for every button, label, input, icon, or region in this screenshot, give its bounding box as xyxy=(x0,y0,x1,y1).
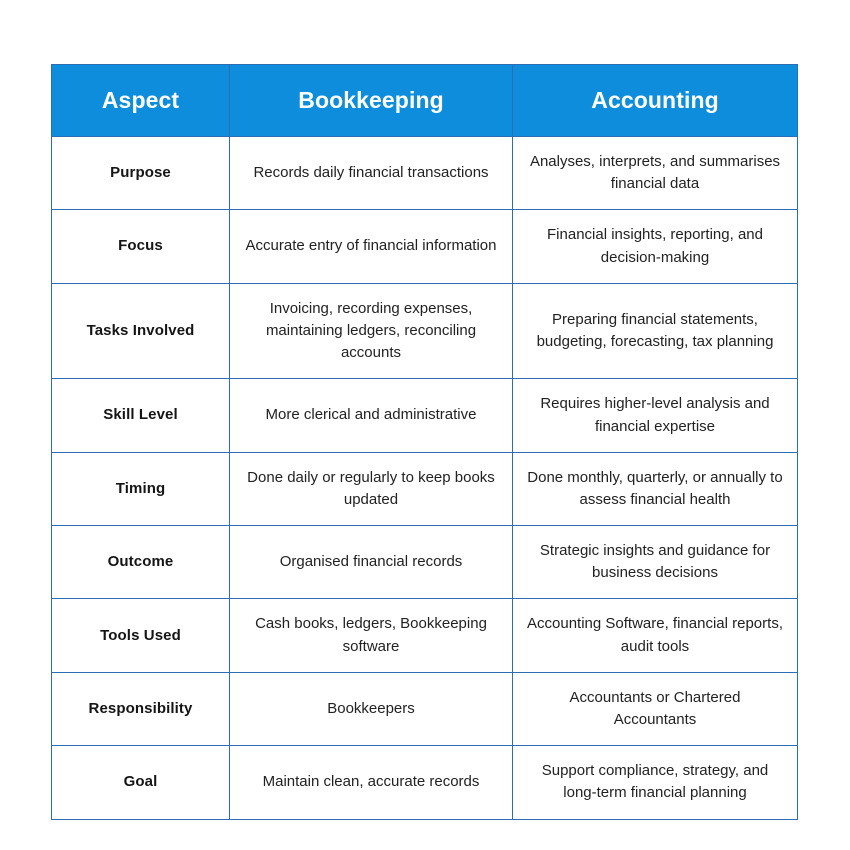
cell-accounting-skill-level: Requires higher-level analysis and financial expertise xyxy=(513,379,798,452)
cell-bookkeeping-outcome: Organised financial records xyxy=(230,526,513,599)
cell-bookkeeping-focus: Accurate entry of financial information xyxy=(230,210,513,283)
cell-aspect-purpose: Purpose xyxy=(52,137,230,210)
table-row xyxy=(52,137,798,210)
cell-accounting-focus: Financial insights, reporting, and decision-making xyxy=(513,210,798,283)
table-row xyxy=(52,452,798,525)
table-row xyxy=(52,379,798,452)
cell-aspect-responsibility: Responsibility xyxy=(52,672,230,745)
table-row xyxy=(52,526,798,599)
cell-aspect-goal: Goal xyxy=(52,746,230,819)
table-row xyxy=(52,599,798,672)
cell-aspect-skill-level: Skill Level xyxy=(52,379,230,452)
cell-aspect-timing: Timing xyxy=(52,452,230,525)
table-body xyxy=(52,137,798,820)
table-header xyxy=(52,65,798,137)
cell-bookkeeping-purpose: Records daily financial transactions xyxy=(230,137,513,210)
cell-accounting-responsibility: Accountants or Chartered Accountants xyxy=(513,672,798,745)
table-row xyxy=(52,283,798,379)
cell-bookkeeping-timing: Done daily or regularly to keep books updated xyxy=(230,452,513,525)
cell-accounting-tasks-involved: Preparing financial statements, budgeting, forecasting, tax planning xyxy=(513,283,798,379)
cell-accounting-outcome: Strategic insights and guidance for business decisions xyxy=(513,526,798,599)
cell-accounting-tools-used: Accounting Software, financial reports, audit tools xyxy=(513,599,798,672)
cell-bookkeeping-skill-level: More clerical and administrative xyxy=(230,379,513,452)
cell-aspect-tasks-involved: Tasks Involved xyxy=(52,283,230,379)
table-row xyxy=(52,746,798,819)
cell-bookkeeping-tools-used: Cash books, ledgers, Bookkeeping software xyxy=(230,599,513,672)
cell-aspect-outcome: Outcome xyxy=(52,526,230,599)
column-header-bookkeeping: Bookkeeping xyxy=(230,65,513,137)
cell-aspect-focus: Focus xyxy=(52,210,230,283)
comparison-table-container xyxy=(51,64,797,820)
column-header-accounting: Accounting xyxy=(513,65,798,137)
table-row xyxy=(52,210,798,283)
cell-bookkeeping-tasks-involved: Invoicing, recording expenses, maintaining ledgers, reconciling accounts xyxy=(230,283,513,379)
cell-aspect-tools-used: Tools Used xyxy=(52,599,230,672)
table-header-row xyxy=(52,65,798,137)
cell-bookkeeping-responsibility: Bookkeepers xyxy=(230,672,513,745)
cell-accounting-purpose: Analyses, interprets, and summarises financial data xyxy=(513,137,798,210)
bookkeeping-vs-accounting-table xyxy=(51,64,798,820)
cell-bookkeeping-goal: Maintain clean, accurate records xyxy=(230,746,513,819)
table-row xyxy=(52,672,798,745)
cell-accounting-timing: Done monthly, quarterly, or annually to assess financial health xyxy=(513,452,798,525)
cell-accounting-goal: Support compliance, strategy, and long-term financial planning xyxy=(513,746,798,819)
column-header-aspect: Aspect xyxy=(52,65,230,137)
